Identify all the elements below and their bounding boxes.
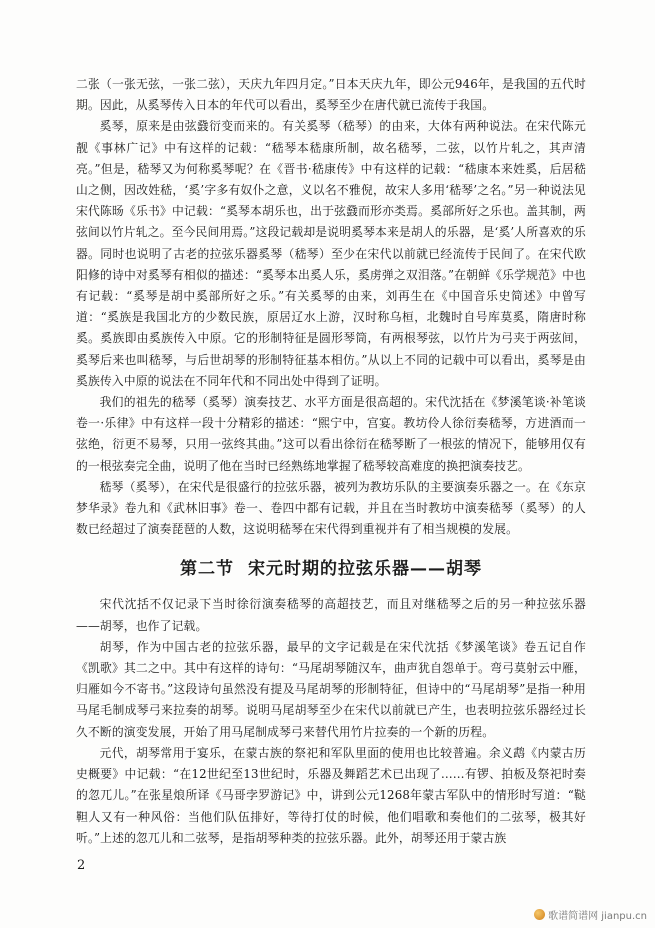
section-heading bbox=[76, 557, 586, 581]
watermark-text: 歌谱简谱网 jianpu.cn bbox=[548, 911, 647, 922]
body-text-bottom bbox=[76, 594, 586, 848]
page-content bbox=[76, 74, 586, 849]
paragraph: 我们的祖先的嵇琴（奚琴）演奏技艺、水平方面是很高超的。宋代沈括在《梦溪笔谈·补笔谈卷一·乐律》中有这样一段十分精彩的描述：“熙宁中，宫宴。教坊伶人徐衍奏嵇琴，方进酒而一弦绝，衍更不易琴，只用一弦终其曲。”这可以看出徐衍在嵇琴断了一根弦的情况下，能够用仅有的一根弦奏完全曲，说明了他在当时已经熟练地掌握了嵇琴较高难度的换把演奏技艺。 bbox=[76, 395, 586, 473]
body-text-top bbox=[76, 74, 586, 540]
paragraph: 二张（一张无弦，一张二弦），天庆九年四月定。”日本天庆九年，即公元946年，是我国的五代时期。因此，从奚琴传入日本的年代可以看出，奚琴至少在唐代就已流传于我国。 bbox=[76, 77, 586, 113]
paragraph: 嵇琴（奚琴），在宋代是很盛行的拉弦乐器，被列为教坊乐队的主要演奏乐器之一。在《东京梦华录》卷九和《武林旧事》卷一、卷四中都有记载，并且在当时教坊中演奏嵇琴（奚琴）的人数已经超过了演奏琵琶的人数，这说明嵇琴在宋代得到重视并有了相当规模的发展。 bbox=[76, 479, 586, 537]
paragraph: 奚琴，原来是由弦鼗衍变而来的。有关奚琴（嵇琴）的由来，大体有两种说法。在宋代陈元靓《事林广记》中有这样的记载：“嵇琴本嵇康所制，故名嵇琴，二弦，以竹片轧之，其声清亮。”但是，嵇琴又为何称奚琴呢？在《晋书·嵇康传》中有这样的记载：“嵇康本来姓奚，后居嵇山之侧，因改姓嵇，‘奚’字多有奴仆之意，义以名不雅倪，故宋人多用‘嵇琴’之名。”另一种说法见宋代陈旸《乐书》中记载：“奚琴本胡乐也，出于弦鼗而形亦类焉。奚部所好之乐也。盖其制，两弦间以竹片轧之。至今民间用焉。”这段记载却是说明奚琴本来是胡人的乐器，是‘奚’人所喜欢的乐器。同时也说明了古老的拉弦乐器奚琴（嵇琴）至少在宋代以前就已经流传于民间了。在宋代欧阳修的诗中对奚琴有相似的描述：“奚琴本出奚人乐，奚虏弹之双泪落。”在朝鲜《乐学规范》中也有记载：“奚琴是胡中奚部所好之乐。”有关奚琴的由来，刘再生在《中国音乐史简述》中曾写道：“奚族是我国北方的少数民族，原居辽水上游，汉时称乌桓，北魏时自号库莫奚，隋唐时称奚。奚族即由奚族传入中原。它的形制特征是圆形琴筒，有两根琴弦，以竹片为弓夹于两弦间，奚琴后来也叫嵇琴，与后世胡琴的形制特征基本相仿。”从以上不同的记载中可以看出，奚琴是由奚族传入中原的说法在不同年代和不同出处中得到了证明。 bbox=[76, 119, 586, 388]
watermark-logo-icon bbox=[534, 909, 545, 920]
paragraph: 胡琴，作为中国古老的拉弦乐器，最早的文字记载是在宋代沈括《梦溪笔谈》卷五记自作《凯歌》其二之中。其中有这样的诗句：“马尾胡琴随汉车，曲声犹自怨单于。弯弓莫射云中雁，归雁如今不寄书。”这段诗句虽然没有提及马尾胡琴的形制特征，但诗中的“马尾胡琴”是指一种用马尾毛制成琴弓来拉奏的胡琴。说明马尾胡琴至少在宋代以前就已产生，也表明拉弦乐器经过长久不断的演变发展，开始了用马尾制成琴弓来替代用竹片拉奏的一个新的历程。 bbox=[76, 639, 586, 739]
site-watermark bbox=[534, 907, 647, 922]
page-number: 2 bbox=[77, 858, 86, 873]
section-number: 第二节 bbox=[180, 559, 234, 580]
section-title-text: 宋元时期的拉弦乐器——胡琴 bbox=[248, 559, 482, 580]
paragraph: 元代，胡琴常用于宴乐，在蒙古族的祭祀和军队里面的使用也比较普遍。余义鹉《内蒙古历史概要》中记载：“在12世纪至13世纪时，乐器及舞蹈艺术已出现了……有锣、拍板及祭祀时奏的忽兀儿。”在张星烺所译《马哥孛罗游记》中，讲到公元1268年蒙古军队中的情形时写道：“鞑靼人又有一种风俗：当他们队伍排好，等待打仗的时候，他们唱歌和奏他们的二弦琴，极其好听。”上述的忽兀儿和二弦琴，是指胡琴种类的拉弦乐器。此外，胡琴还用于蒙古族 bbox=[76, 745, 586, 845]
paragraph: 宋代沈括不仅记录下当时徐衍演奏嵇琴的高超技艺，而且对继嵇琴之后的另一种拉弦乐器——胡琴，也作了记载。 bbox=[76, 597, 586, 633]
